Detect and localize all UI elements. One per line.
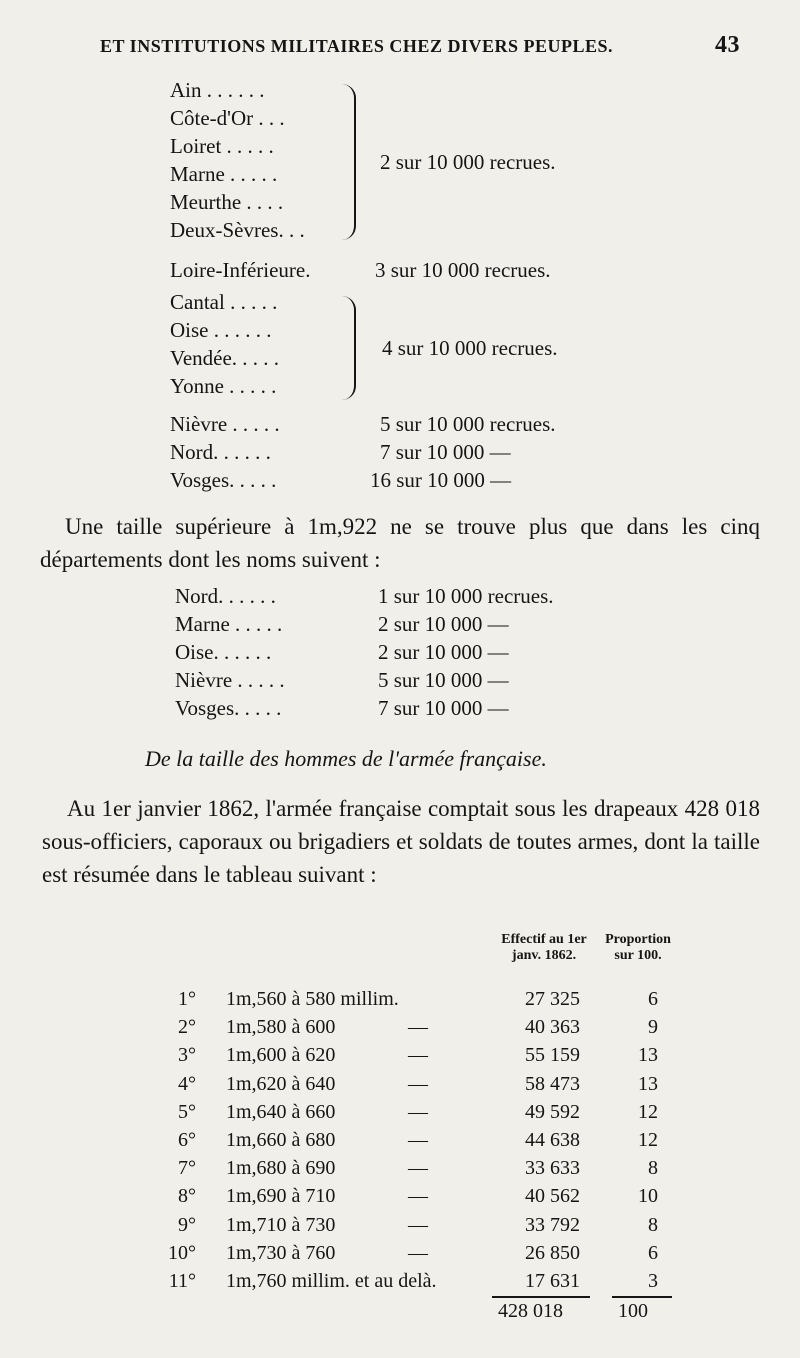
list-item: Vendée. . . . . bbox=[170, 346, 280, 370]
row-rank: 5° bbox=[178, 1100, 196, 1123]
list-item: Nièvre . . . . . bbox=[175, 668, 285, 692]
row-range: 1m,730 à 760 bbox=[226, 1241, 336, 1264]
row-range: 1m,710 à 730 bbox=[226, 1213, 336, 1236]
list-item: Ain . . . . . . bbox=[170, 78, 265, 102]
list-value: 1 sur 10 000 recrues. bbox=[378, 584, 554, 608]
row-rank: 4° bbox=[178, 1072, 196, 1095]
total-rule bbox=[612, 1296, 672, 1298]
list-item: Nord. . . . . . bbox=[170, 440, 271, 464]
list-value: 5 sur 10 000 — bbox=[378, 668, 509, 692]
row-effectif: 27 325 bbox=[525, 988, 580, 1010]
paragraph: Au 1er janvier 1862, l'armée française comptait sous les drapeaux 428 018 sous-officiers, caporaux ou brigadiers et soldats de toutes armes, dont la taille est résumée dans le tableau suivant : bbox=[42, 796, 760, 887]
row-ditto: — bbox=[408, 1016, 428, 1039]
row-rank: 2° bbox=[178, 1016, 196, 1039]
group-value: 2 sur 10 000 recrues. bbox=[380, 150, 556, 174]
list-item: Côte-d'Or . . . bbox=[170, 106, 285, 130]
row-range: 1m,680 à 690 bbox=[226, 1157, 336, 1180]
total-rule bbox=[492, 1296, 590, 1298]
group-value: 4 sur 10 000 recrues. bbox=[382, 336, 558, 360]
row-proportion: 13 bbox=[638, 1044, 658, 1067]
row-proportion: 8 bbox=[648, 1157, 658, 1180]
row-ditto: — bbox=[408, 1044, 428, 1067]
paragraph: Une taille supérieure à 1m,922 ne se trouve plus que dans les cinq départements dont les noms suivent : bbox=[40, 514, 760, 572]
list-item: Loire-Inférieure. bbox=[170, 258, 311, 282]
total-effectif: 428 018 bbox=[498, 1300, 563, 1322]
row-range: 1m,640 à 660 bbox=[226, 1100, 336, 1123]
row-rank: 10° bbox=[168, 1241, 196, 1264]
row-proportion: 13 bbox=[638, 1072, 658, 1095]
list-item: Cantal . . . . . bbox=[170, 290, 278, 314]
list-value: 7 sur 10 000 — bbox=[378, 696, 509, 720]
row-ditto: — bbox=[408, 1157, 428, 1180]
group-value: 3 sur 10 000 recrues. bbox=[375, 258, 551, 282]
row-ditto: — bbox=[408, 1241, 428, 1264]
list-item: Marne . . . . . bbox=[175, 612, 283, 636]
row-proportion: 8 bbox=[648, 1213, 658, 1236]
running-header bbox=[100, 32, 740, 58]
row-effectif: 55 159 bbox=[525, 1044, 580, 1067]
row-rank: 1° bbox=[178, 988, 196, 1010]
row-ditto: — bbox=[408, 1185, 428, 1208]
list-item: Oise . . . . . . bbox=[170, 318, 272, 342]
row-ditto: — bbox=[408, 1100, 428, 1123]
list-item: Vosges. . . . . bbox=[170, 468, 277, 492]
column-header-effectif: Effectif au 1er janv. 1862. bbox=[501, 932, 587, 963]
row-effectif: 33 792 bbox=[525, 1213, 580, 1236]
row-effectif: 49 592 bbox=[525, 1100, 580, 1123]
row-proportion: 6 bbox=[648, 988, 658, 1010]
brace bbox=[340, 296, 356, 400]
row-ditto: — bbox=[408, 1129, 428, 1151]
row-ditto: — bbox=[408, 1072, 428, 1095]
brace bbox=[340, 84, 356, 240]
row-range: 1m,620 à 640 bbox=[226, 1072, 336, 1095]
list-item: Nord. . . . . . bbox=[175, 584, 276, 608]
list-item: Loiret . . . . . bbox=[170, 134, 274, 158]
row-rank: 8° bbox=[178, 1185, 196, 1208]
list-item: Nièvre . . . . . bbox=[170, 412, 280, 436]
row-proportion: 12 bbox=[638, 1129, 658, 1151]
page-number: 43 bbox=[715, 32, 740, 58]
row-proportion: 12 bbox=[638, 1100, 658, 1123]
row-effectif: 58 473 bbox=[525, 1072, 580, 1095]
row-effectif: 17 631 bbox=[525, 1270, 580, 1292]
row-rank: 6° bbox=[178, 1129, 196, 1151]
row-range: 1m,560 à 580 millim. bbox=[226, 988, 399, 1010]
group-value: 16 sur 10 000 — bbox=[370, 468, 512, 492]
total-proportion: 100 bbox=[618, 1300, 648, 1322]
row-effectif: 44 638 bbox=[525, 1129, 580, 1151]
row-proportion: 10 bbox=[638, 1185, 658, 1208]
row-effectif: 33 633 bbox=[525, 1157, 580, 1180]
row-proportion: 9 bbox=[648, 1016, 658, 1039]
row-proportion: 6 bbox=[648, 1241, 658, 1264]
row-range: 1m,690 à 710 bbox=[226, 1185, 336, 1208]
row-range: 1m,760 millim. et au delà. bbox=[226, 1270, 437, 1292]
list-item: Meurthe . . . . bbox=[170, 190, 284, 214]
list-item: Yonne . . . . . bbox=[170, 374, 277, 398]
row-rank: 11° bbox=[168, 1270, 196, 1292]
list-item: Oise. . . . . . bbox=[175, 640, 272, 664]
row-rank: 9° bbox=[178, 1213, 196, 1236]
row-effectif: 40 363 bbox=[525, 1016, 580, 1039]
section-title: De la taille des hommes de l'armée française. bbox=[145, 746, 547, 771]
column-header-proportion: Proportion sur 100. bbox=[605, 932, 671, 963]
list-value: 2 sur 10 000 — bbox=[378, 640, 509, 664]
list-item: Marne . . . . . bbox=[170, 162, 278, 186]
row-rank: 7° bbox=[178, 1157, 196, 1180]
row-range: 1m,600 à 620 bbox=[226, 1044, 336, 1067]
row-effectif: 26 850 bbox=[525, 1241, 580, 1264]
list-item: Deux-Sèvres. . . bbox=[170, 218, 305, 242]
running-title: ET INSTITUTIONS MILITAIRES CHEZ DIVERS PEUPLES. bbox=[100, 36, 613, 56]
row-range: 1m,660 à 680 bbox=[226, 1129, 336, 1151]
row-proportion: 3 bbox=[648, 1270, 658, 1292]
group-value: 7 sur 10 000 — bbox=[380, 440, 511, 464]
list-item: Vosges. . . . . bbox=[175, 696, 282, 720]
row-effectif: 40 562 bbox=[525, 1185, 580, 1208]
row-ditto: — bbox=[408, 1213, 428, 1236]
list-value: 2 sur 10 000 — bbox=[378, 612, 509, 636]
group-value: 5 sur 10 000 recrues. bbox=[380, 412, 556, 436]
row-rank: 3° bbox=[178, 1044, 196, 1067]
row-range: 1m,580 à 600 bbox=[226, 1016, 336, 1039]
